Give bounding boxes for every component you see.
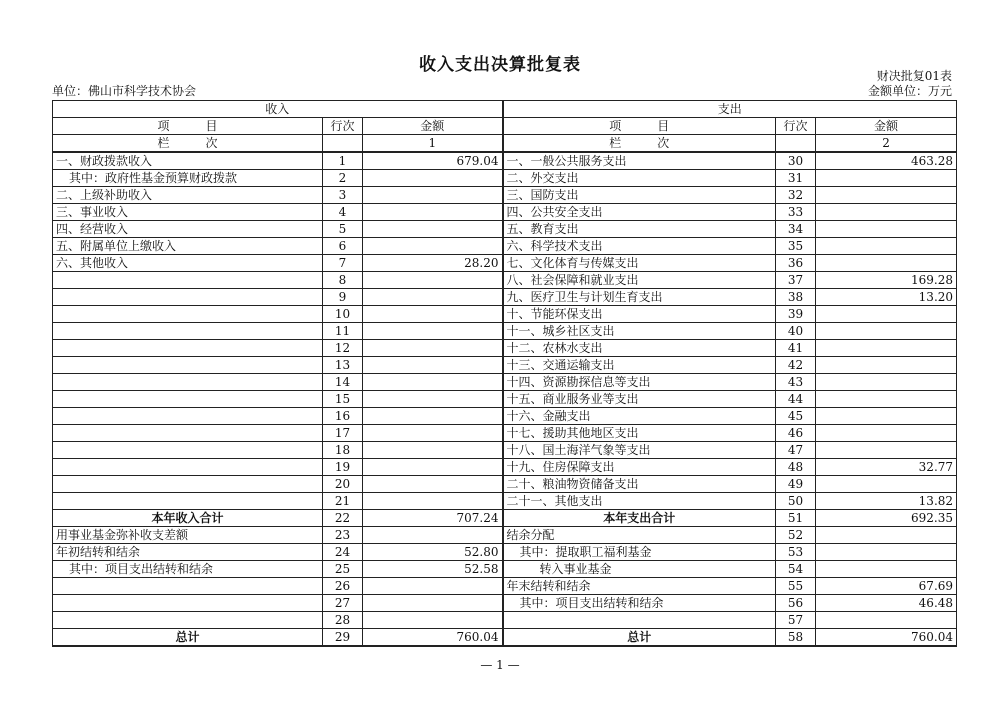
expense-amount-header: 金额 bbox=[816, 118, 957, 135]
table-row bbox=[53, 204, 957, 221]
income-row-number: 28 bbox=[323, 612, 363, 629]
income-item-cell bbox=[53, 476, 323, 493]
expense-amount-cell bbox=[816, 476, 957, 493]
expense-amount-cell bbox=[816, 544, 957, 561]
expense-row-number: 34 bbox=[776, 221, 816, 238]
expense-amount-cell bbox=[816, 187, 957, 204]
expense-row-number: 56 bbox=[776, 595, 816, 612]
expense-row-number: 41 bbox=[776, 340, 816, 357]
income-row-number: 15 bbox=[323, 391, 363, 408]
income-item-cell: 一、财政拨款收入 bbox=[53, 152, 323, 170]
income-amount-cell: 52.58 bbox=[363, 561, 503, 578]
budget-table bbox=[52, 100, 957, 647]
expense-item-cell: 十一、城乡社区支出 bbox=[503, 323, 776, 340]
expense-item-cell: 四、公共安全支出 bbox=[503, 204, 776, 221]
income-item-cell: 用事业基金弥补收支差额 bbox=[53, 527, 323, 544]
income-row-number: 9 bbox=[323, 289, 363, 306]
income-amount-cell bbox=[363, 408, 503, 425]
income-item-cell: 五、附属单位上缴收入 bbox=[53, 238, 323, 255]
organization-unit: 单位：佛山市科学技术协会 bbox=[52, 84, 197, 98]
income-row-number: 1 bbox=[323, 152, 363, 170]
expense-row-number: 47 bbox=[776, 442, 816, 459]
expense-item-cell: 十四、资源勘探信息等支出 bbox=[503, 374, 776, 391]
income-row-number: 5 bbox=[323, 221, 363, 238]
table-row bbox=[53, 527, 957, 544]
expense-amount-cell bbox=[816, 425, 957, 442]
income-row-number: 17 bbox=[323, 425, 363, 442]
expense-amount-cell bbox=[816, 357, 957, 374]
income-row-number: 27 bbox=[323, 595, 363, 612]
income-amount-cell bbox=[363, 221, 503, 238]
income-row-number: 14 bbox=[323, 374, 363, 391]
expense-amount-cell bbox=[816, 442, 957, 459]
expense-item-cell: 十七、援助其他地区支出 bbox=[503, 425, 776, 442]
expense-row-number: 35 bbox=[776, 238, 816, 255]
table-row bbox=[53, 374, 957, 391]
grand-income-label: 总计 bbox=[53, 629, 323, 647]
expense-row-header: 行次 bbox=[776, 118, 816, 135]
expense-total-label: 本年支出合计 bbox=[503, 510, 776, 527]
income-item-cell: 二、上级补助收入 bbox=[53, 187, 323, 204]
income-item-cell bbox=[53, 323, 323, 340]
income-row-number: 18 bbox=[323, 442, 363, 459]
expense-amount-cell: 13.82 bbox=[816, 493, 957, 510]
income-row-header: 行次 bbox=[323, 118, 363, 135]
income-item-cell: 其中：政府性基金预算财政拨款 bbox=[53, 170, 323, 187]
income-amount-cell bbox=[363, 459, 503, 476]
expense-amount-cell bbox=[816, 374, 957, 391]
expense-item-cell: 十五、商业服务业等支出 bbox=[503, 391, 776, 408]
income-amount-cell bbox=[363, 425, 503, 442]
expense-row-number: 36 bbox=[776, 255, 816, 272]
expense-item-cell: 十二、农林水支出 bbox=[503, 340, 776, 357]
income-total-amount: 707.24 bbox=[363, 510, 503, 527]
expense-row-number: 55 bbox=[776, 578, 816, 595]
expense-amount-cell bbox=[816, 391, 957, 408]
income-amount-cell bbox=[363, 323, 503, 340]
income-item-cell bbox=[53, 459, 323, 476]
income-item-cell: 三、事业收入 bbox=[53, 204, 323, 221]
expense-row-number: 53 bbox=[776, 544, 816, 561]
expense-amount-cell bbox=[816, 323, 957, 340]
expense-item-cell: 结余分配 bbox=[503, 527, 776, 544]
income-item-cell bbox=[53, 340, 323, 357]
expense-item-cell: 十六、金融支出 bbox=[503, 408, 776, 425]
income-section-header: 收入 bbox=[53, 101, 503, 118]
table-row bbox=[53, 561, 957, 578]
table-row bbox=[53, 170, 957, 187]
expense-total-amount: 692.35 bbox=[816, 510, 957, 527]
table-row bbox=[53, 493, 957, 510]
expense-item-header: 项 目 bbox=[503, 118, 776, 135]
expense-item-cell: 年末结转和结余 bbox=[503, 578, 776, 595]
income-amount-cell bbox=[363, 340, 503, 357]
income-amount-cell bbox=[363, 595, 503, 612]
income-item-header: 项 目 bbox=[53, 118, 323, 135]
expense-amount-cell bbox=[816, 170, 957, 187]
income-lan-empty bbox=[323, 135, 363, 153]
income-item-cell bbox=[53, 442, 323, 459]
expense-amount-cell: 169.28 bbox=[816, 272, 957, 289]
table-row bbox=[53, 289, 957, 306]
income-row-number: 4 bbox=[323, 204, 363, 221]
income-row-number: 6 bbox=[323, 238, 363, 255]
annual-total-row bbox=[53, 510, 957, 527]
table-row bbox=[53, 476, 957, 493]
table-row bbox=[53, 306, 957, 323]
expense-item-cell: 二十、粮油物资储备支出 bbox=[503, 476, 776, 493]
income-row-number: 26 bbox=[323, 578, 363, 595]
income-row-number: 16 bbox=[323, 408, 363, 425]
expense-row-number: 31 bbox=[776, 170, 816, 187]
income-item-cell: 其中：项目支出结转和结余 bbox=[53, 561, 323, 578]
income-amount-cell bbox=[363, 306, 503, 323]
expense-amount-cell: 463.28 bbox=[816, 152, 957, 170]
expense-row-number: 40 bbox=[776, 323, 816, 340]
income-amount-cell bbox=[363, 272, 503, 289]
income-row-number: 20 bbox=[323, 476, 363, 493]
income-row-number: 25 bbox=[323, 561, 363, 578]
income-total-row-number: 22 bbox=[323, 510, 363, 527]
section-header-row bbox=[53, 101, 957, 118]
expense-item-cell: 八、社会保障和就业支出 bbox=[503, 272, 776, 289]
expense-row-number: 44 bbox=[776, 391, 816, 408]
expense-amount-cell bbox=[816, 221, 957, 238]
income-item-cell bbox=[53, 493, 323, 510]
expense-item-cell: 一、一般公共服务支出 bbox=[503, 152, 776, 170]
income-amount-cell bbox=[363, 527, 503, 544]
expense-row-number: 42 bbox=[776, 357, 816, 374]
expense-total-row-number: 51 bbox=[776, 510, 816, 527]
grand-expense-label: 总计 bbox=[503, 629, 776, 647]
table-row bbox=[53, 612, 957, 629]
income-item-cell bbox=[53, 306, 323, 323]
income-amount-cell bbox=[363, 578, 503, 595]
table-row bbox=[53, 152, 957, 170]
table-row bbox=[53, 255, 957, 272]
income-item-cell bbox=[53, 425, 323, 442]
expense-item-cell: 十八、国土海洋气象等支出 bbox=[503, 442, 776, 459]
table-row bbox=[53, 425, 957, 442]
income-row-number: 7 bbox=[323, 255, 363, 272]
expense-row-number: 50 bbox=[776, 493, 816, 510]
income-amount-cell bbox=[363, 374, 503, 391]
income-row-number: 2 bbox=[323, 170, 363, 187]
expense-amount-cell bbox=[816, 612, 957, 629]
income-item-cell bbox=[53, 595, 323, 612]
table-row bbox=[53, 391, 957, 408]
expense-amount-cell bbox=[816, 238, 957, 255]
income-amount-cell: 28.20 bbox=[363, 255, 503, 272]
expense-item-cell: 其中：提取职工福利基金 bbox=[503, 544, 776, 561]
income-amount-cell bbox=[363, 170, 503, 187]
expense-lan-label: 栏 次 bbox=[503, 135, 776, 153]
grand-expense-row-number: 58 bbox=[776, 629, 816, 647]
income-amount-cell: 679.04 bbox=[363, 152, 503, 170]
expense-item-cell: 五、教育支出 bbox=[503, 221, 776, 238]
expense-row-number: 38 bbox=[776, 289, 816, 306]
income-item-cell bbox=[53, 374, 323, 391]
expense-item-cell: 六、科学技术支出 bbox=[503, 238, 776, 255]
money-unit: 金额单位：万元 bbox=[867, 84, 952, 98]
income-item-cell bbox=[53, 408, 323, 425]
table-row bbox=[53, 272, 957, 289]
income-item-cell: 四、经营收入 bbox=[53, 221, 323, 238]
income-amount-cell bbox=[363, 289, 503, 306]
expense-row-number: 54 bbox=[776, 561, 816, 578]
income-item-cell bbox=[53, 272, 323, 289]
expense-item-cell: 二、外交支出 bbox=[503, 170, 776, 187]
income-row-number: 10 bbox=[323, 306, 363, 323]
income-total-label: 本年收入合计 bbox=[53, 510, 323, 527]
expense-item-cell bbox=[503, 612, 776, 629]
grand-income-amount: 760.04 bbox=[363, 629, 503, 647]
page-title: 收入支出决算批复表 bbox=[419, 55, 581, 75]
table-row bbox=[53, 221, 957, 238]
expense-item-cell: 二十一、其他支出 bbox=[503, 493, 776, 510]
income-row-number: 24 bbox=[323, 544, 363, 561]
income-item-cell: 年初结转和结余 bbox=[53, 544, 323, 561]
expense-item-cell: 转入事业基金 bbox=[503, 561, 776, 578]
expense-amount-cell bbox=[816, 255, 957, 272]
expense-row-number: 33 bbox=[776, 204, 816, 221]
income-item-cell: 六、其他收入 bbox=[53, 255, 323, 272]
income-amount-cell bbox=[363, 187, 503, 204]
grand-expense-amount: 760.04 bbox=[816, 629, 957, 647]
income-row-number: 8 bbox=[323, 272, 363, 289]
income-amount-cell bbox=[363, 493, 503, 510]
expense-item-cell: 九、医疗卫生与计划生育支出 bbox=[503, 289, 776, 306]
income-amount-cell bbox=[363, 612, 503, 629]
income-amount-cell bbox=[363, 204, 503, 221]
column-number-row bbox=[53, 135, 957, 153]
income-amount-cell bbox=[363, 391, 503, 408]
grand-income-row-number: 29 bbox=[323, 629, 363, 647]
expense-item-cell: 其中：项目支出结转和结余 bbox=[503, 595, 776, 612]
expense-col-no: 2 bbox=[816, 135, 957, 153]
income-item-cell bbox=[53, 289, 323, 306]
income-item-cell bbox=[53, 357, 323, 374]
expense-amount-cell: 32.77 bbox=[816, 459, 957, 476]
expense-amount-cell bbox=[816, 408, 957, 425]
income-item-cell bbox=[53, 578, 323, 595]
expense-section-header: 支出 bbox=[503, 101, 957, 118]
income-row-number: 23 bbox=[323, 527, 363, 544]
expense-row-number: 48 bbox=[776, 459, 816, 476]
expense-row-number: 39 bbox=[776, 306, 816, 323]
expense-row-number: 52 bbox=[776, 527, 816, 544]
expense-row-number: 49 bbox=[776, 476, 816, 493]
column-header-row bbox=[53, 118, 957, 135]
expense-row-number: 45 bbox=[776, 408, 816, 425]
table-row bbox=[53, 459, 957, 476]
table-row bbox=[53, 544, 957, 561]
expense-amount-cell bbox=[816, 204, 957, 221]
expense-amount-cell bbox=[816, 340, 957, 357]
table-row bbox=[53, 595, 957, 612]
expense-row-number: 57 bbox=[776, 612, 816, 629]
income-amount-cell bbox=[363, 476, 503, 493]
income-row-number: 12 bbox=[323, 340, 363, 357]
expense-item-cell: 七、文化体育与传媒支出 bbox=[503, 255, 776, 272]
income-row-number: 13 bbox=[323, 357, 363, 374]
income-amount-cell: 52.80 bbox=[363, 544, 503, 561]
income-lan-label: 栏 次 bbox=[53, 135, 323, 153]
expense-amount-cell: 13.20 bbox=[816, 289, 957, 306]
income-amount-cell bbox=[363, 238, 503, 255]
income-item-cell bbox=[53, 612, 323, 629]
income-row-number: 3 bbox=[323, 187, 363, 204]
expense-row-number: 32 bbox=[776, 187, 816, 204]
expense-amount-cell: 46.48 bbox=[816, 595, 957, 612]
income-amount-cell bbox=[363, 357, 503, 374]
income-amount-header: 金额 bbox=[363, 118, 503, 135]
table-row bbox=[53, 442, 957, 459]
income-amount-cell bbox=[363, 442, 503, 459]
expense-item-cell: 三、国防支出 bbox=[503, 187, 776, 204]
expense-amount-cell bbox=[816, 561, 957, 578]
expense-lan-empty bbox=[776, 135, 816, 153]
expense-row-number: 46 bbox=[776, 425, 816, 442]
income-col-no: 1 bbox=[363, 135, 503, 153]
expense-item-cell: 十、节能环保支出 bbox=[503, 306, 776, 323]
page-number: — 1 — bbox=[480, 658, 520, 672]
table-number: 财决批复01表 bbox=[876, 69, 952, 83]
expense-amount-cell bbox=[816, 306, 957, 323]
table-row bbox=[53, 578, 957, 595]
income-row-number: 11 bbox=[323, 323, 363, 340]
expense-row-number: 43 bbox=[776, 374, 816, 391]
expense-row-number: 30 bbox=[776, 152, 816, 170]
income-row-number: 21 bbox=[323, 493, 363, 510]
table-row bbox=[53, 340, 957, 357]
income-item-cell bbox=[53, 391, 323, 408]
income-row-number: 19 bbox=[323, 459, 363, 476]
grand-total-row bbox=[53, 629, 957, 647]
table-row bbox=[53, 357, 957, 374]
table-row bbox=[53, 408, 957, 425]
expense-amount-cell: 67.69 bbox=[816, 578, 957, 595]
table-row bbox=[53, 238, 957, 255]
expense-item-cell: 十三、交通运输支出 bbox=[503, 357, 776, 374]
table-row bbox=[53, 323, 957, 340]
expense-row-number: 37 bbox=[776, 272, 816, 289]
expense-item-cell: 十九、住房保障支出 bbox=[503, 459, 776, 476]
expense-amount-cell bbox=[816, 527, 957, 544]
table-row bbox=[53, 187, 957, 204]
